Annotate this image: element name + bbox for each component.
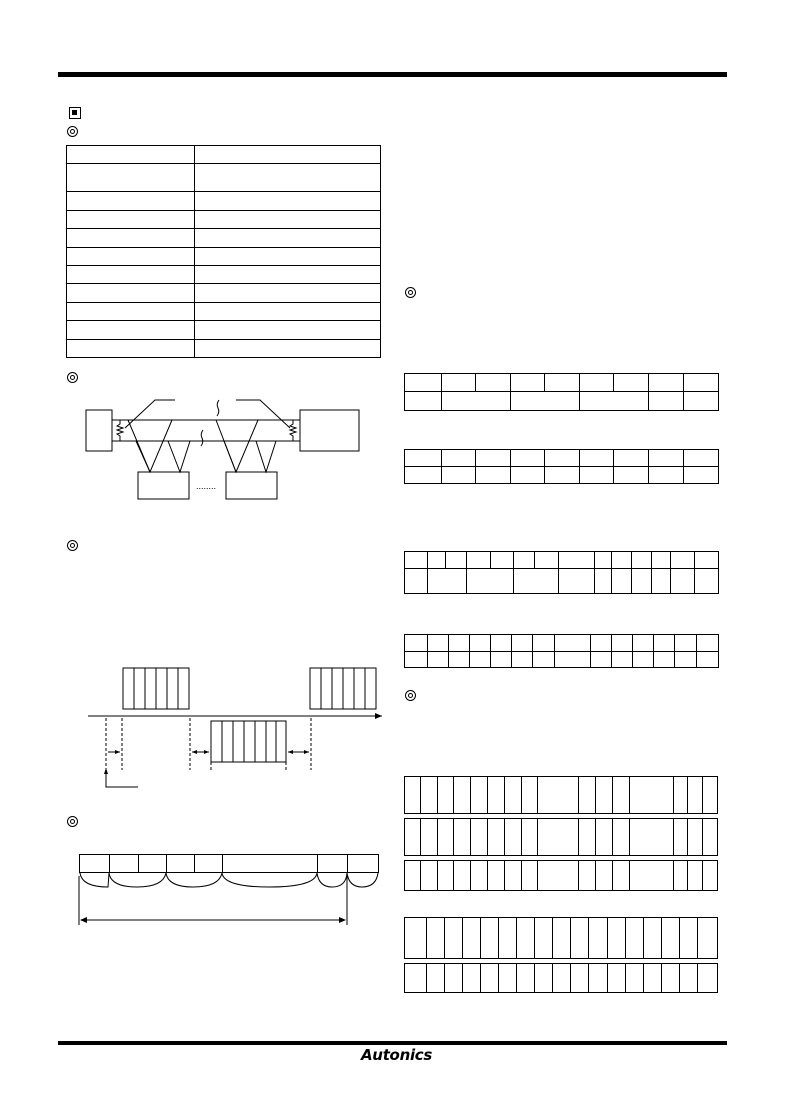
table-row	[405, 635, 719, 652]
table-row	[405, 861, 718, 891]
table-row	[405, 918, 718, 959]
register-table-2	[404, 449, 719, 484]
table-row	[405, 819, 718, 856]
register-table-3	[404, 551, 719, 594]
frame-table-5	[404, 963, 718, 993]
frame-table-1	[404, 776, 718, 814]
brand-logo: Autonics	[361, 1046, 433, 1064]
table-row	[405, 777, 718, 814]
table-row	[405, 467, 719, 484]
table-row	[405, 552, 719, 569]
register-table-1	[404, 373, 719, 411]
table-row	[405, 392, 719, 411]
frame-table-3	[404, 860, 718, 891]
register-table-4	[404, 634, 719, 668]
frame-table-4	[404, 917, 718, 959]
table-row	[405, 569, 719, 594]
ellipsis-label: ........	[196, 481, 217, 491]
table-row	[405, 964, 718, 993]
table-row	[405, 652, 719, 668]
table-row	[405, 374, 719, 392]
table-row	[405, 450, 719, 467]
frame-table-2	[404, 818, 718, 856]
